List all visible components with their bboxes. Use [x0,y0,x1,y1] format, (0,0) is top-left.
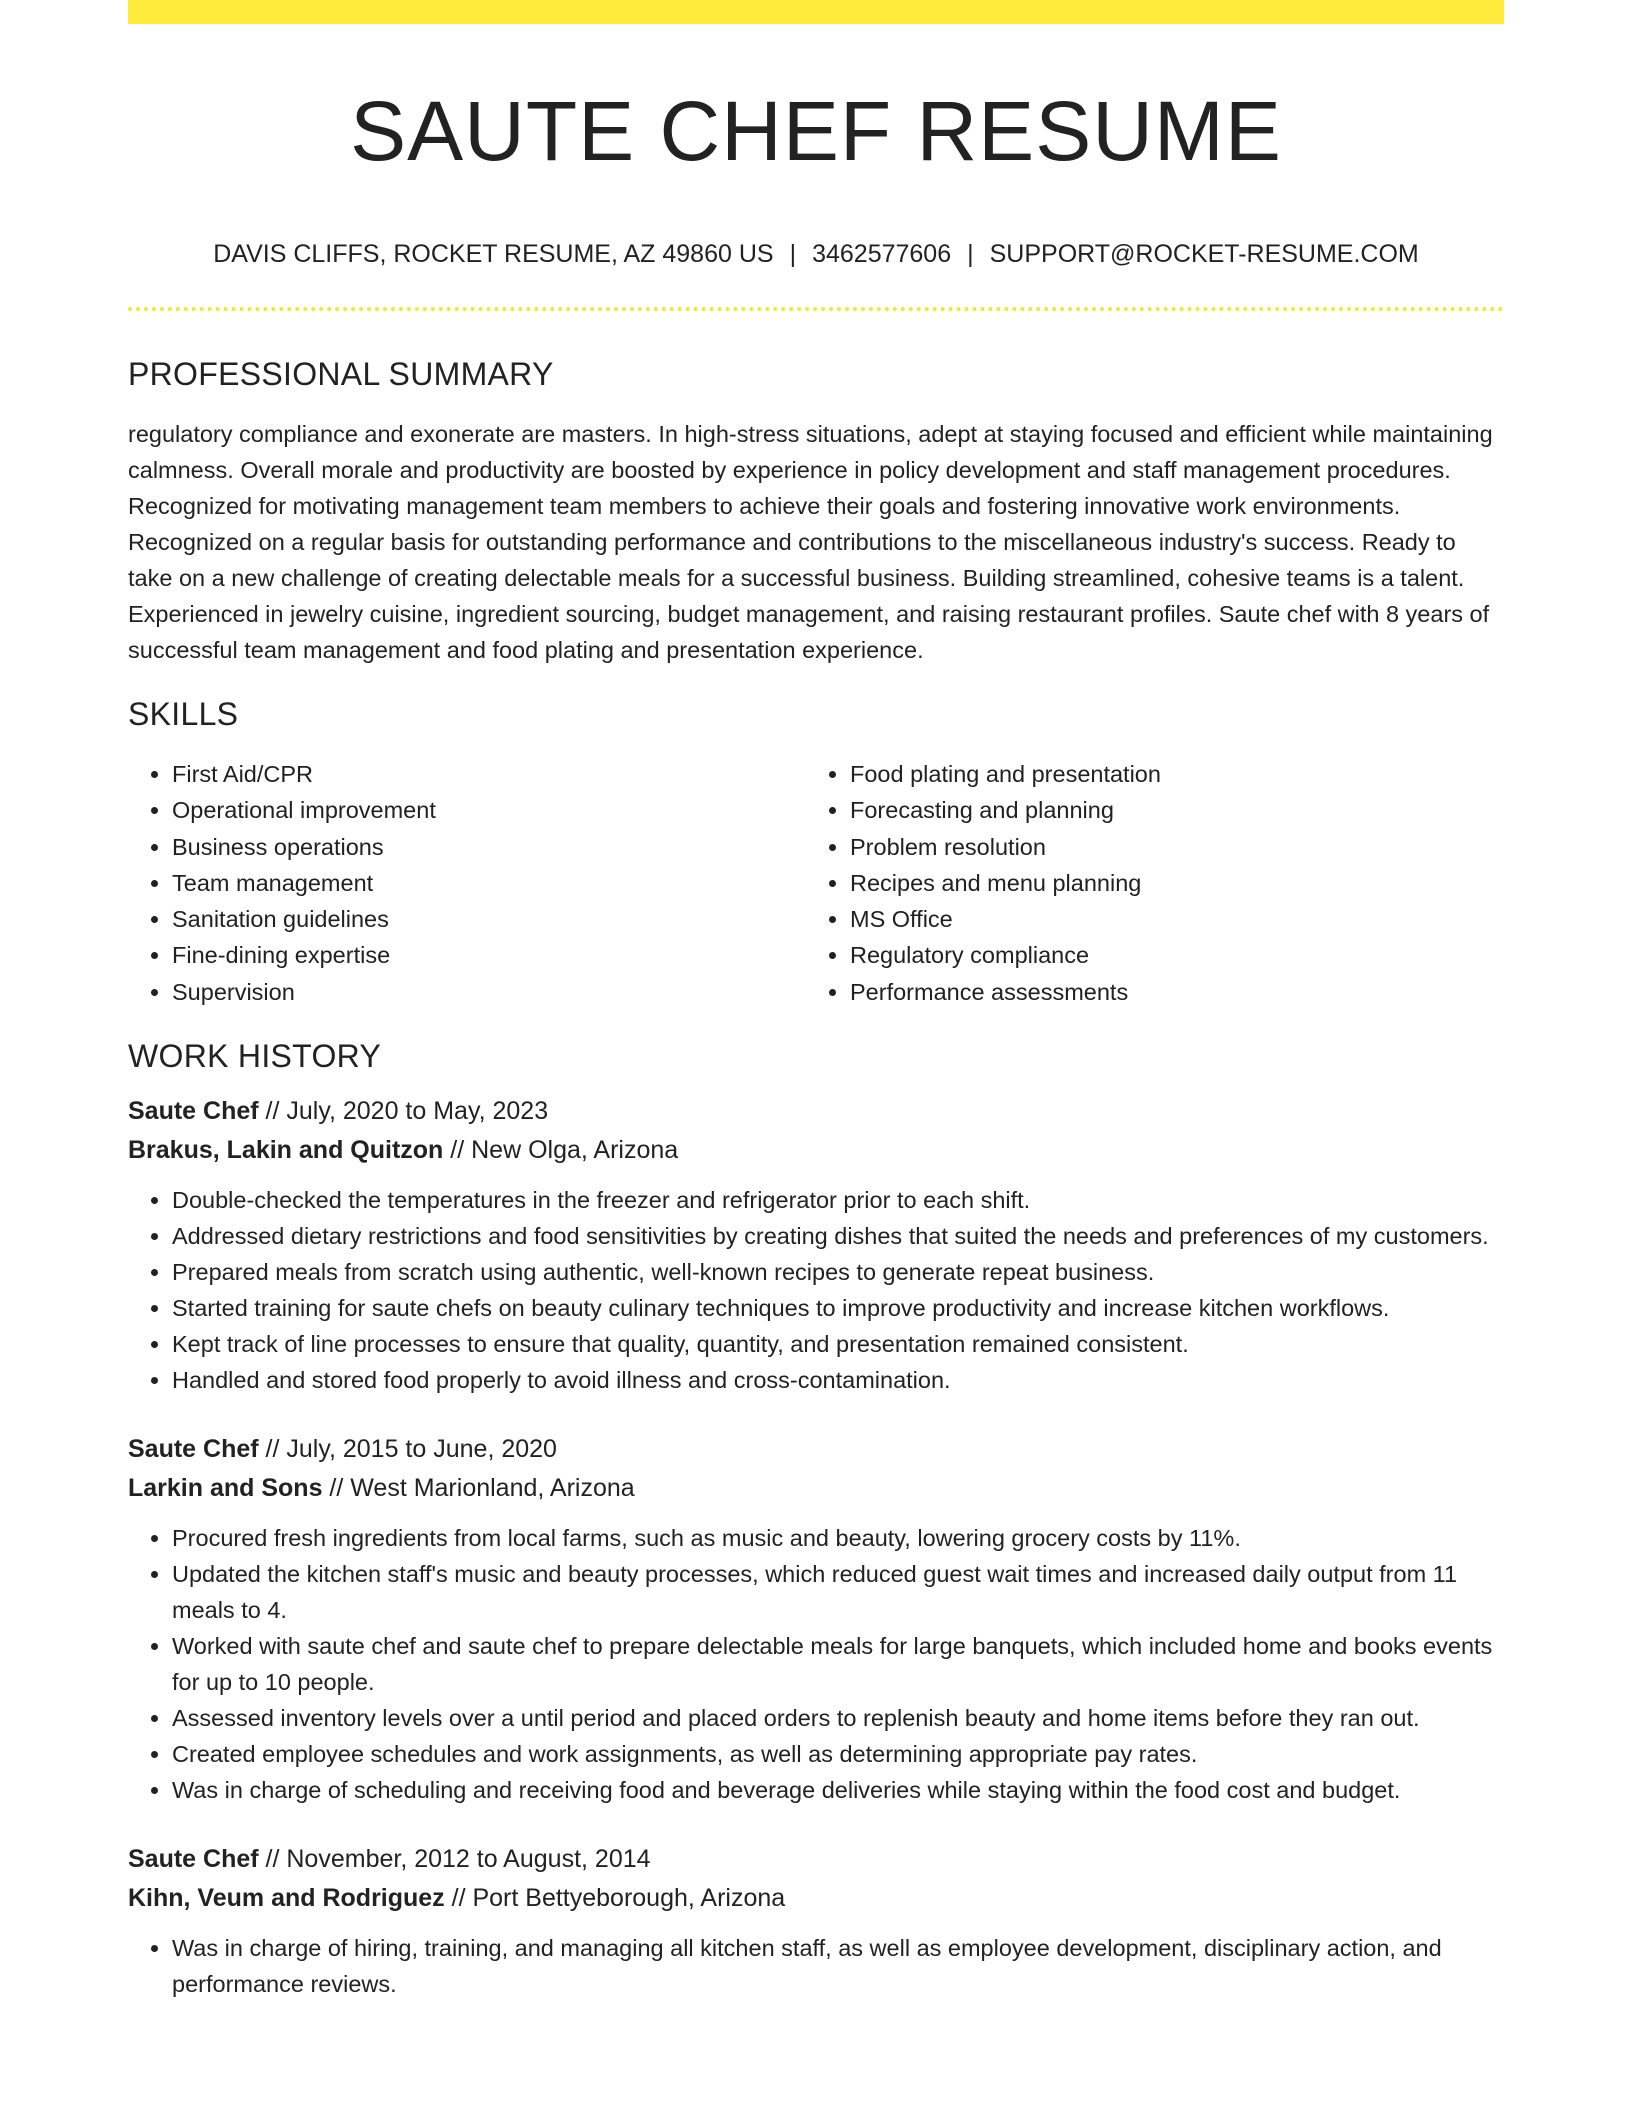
job-company-line [128,1131,1504,1170]
skill-item: • Recipes and menu planning [850,865,1484,901]
dotted-divider [128,307,1504,311]
work-history-heading: WORK HISTORY [128,1038,382,1075]
job-bullet: • Procured fresh ingredients from local farms, such as music and beauty, lowering grocery costs by 11%. [172,1520,1504,1556]
skill-item: • Food plating and presentation [850,756,1484,792]
job-company-line [128,1469,1504,1508]
job-bullet: • Worked with saute chef and saute chef to prepare delectable meals for large banquets, which included home and books events for up to 10 people. [172,1628,1504,1700]
job-company: Brakus, Lakin and Quitzon [128,1136,444,1165]
skill-item: • Supervision [172,974,806,1010]
job-dates: // July, 2015 to June, 2020 [258,1435,557,1464]
skill-item: • Performance assessments [850,974,1484,1010]
skill-item: • First Aid/CPR [172,756,806,792]
job-bullet: • Updated the kitchen staff's music and beauty processes, which reduced guest wait times and increased daily output from 11 meals to 4. [172,1556,1504,1628]
skill-item: • Business operations [172,829,806,865]
job-bullet: • Double-checked the temperatures in the freezer and refrigerator prior to each shift. [172,1182,1504,1218]
job-title-line [128,1430,1504,1469]
job-entry [128,1430,1504,1808]
job-title: Saute Chef [128,1097,259,1126]
contact-line [128,236,1504,272]
work-history-section [128,1034,1504,2002]
skill-item: • Problem resolution [850,829,1484,865]
skills-columns [128,756,1504,1010]
resume-content [128,352,1504,2034]
job-bullet: • Was in charge of scheduling and receiving food and beverage deliveries while staying within the food cost and budget. [172,1772,1504,1808]
job-bullet: • Created employee schedules and work assignments, as well as determining appropriate pay rates. [172,1736,1504,1772]
job-entry [128,1840,1504,2002]
skill-item: • MS Office [850,901,1484,937]
skills-list-right [806,756,1484,1010]
job-entry [128,1092,1504,1398]
skills-heading: SKILLS [128,696,239,732]
contact-address: DAVIS CLIFFS, ROCKET RESUME, AZ 49860 US [213,240,774,268]
skill-item: • Regulatory compliance [850,937,1484,973]
summary-section [128,352,1504,668]
job-title-line [128,1092,1504,1131]
skills-section [128,692,1504,1010]
job-bullets [128,1182,1504,1398]
skill-item: • Team management [172,865,806,901]
skill-item: • Fine-dining expertise [172,937,806,973]
job-bullet: • Handled and stored food properly to avoid illness and cross-contamination. [172,1362,1504,1398]
job-bullet: • Prepared meals from scratch using authentic, well-known recipes to generate repeat business. [172,1254,1504,1290]
contact-separator: | [967,240,974,268]
contact-separator: | [789,240,797,268]
summary-heading: PROFESSIONAL SUMMARY [128,356,554,392]
job-bullet: • Kept track of line processes to ensure that quality, quantity, and presentation remained consistent. [172,1326,1504,1362]
job-title: Saute Chef [128,1845,259,1874]
skill-item: • Forecasting and planning [850,792,1484,828]
resume-title: SAUTE CHEF RESUME [350,84,1282,178]
job-location: // Port Bettyeborough, Arizona [444,1884,786,1913]
job-bullet: • Was in charge of hiring, training, and managing all kitchen staff, as well as employee development, disciplinary action, and performance reviews. [172,1930,1504,2002]
job-bullet: • Started training for saute chefs on beauty culinary techniques to improve productivity and increase kitchen workflows. [172,1290,1504,1326]
skill-item: • Operational improvement [172,792,806,828]
job-company: Larkin and Sons [128,1474,323,1503]
job-title-line [128,1840,1504,1879]
job-company: Kihn, Veum and Rodriguez [128,1884,445,1913]
summary-text: regulatory compliance and exonerate are masters. In high-stress situations, adept at staying focused and efficient while maintaining calmness. Overall morale and productivity are boosted by experience in policy development and staff management procedures. Recognized for motivating management team members to achieve their goals and fostering innovative work environments. Recognized on a regular basis for outstanding performance and contributions to the miscellaneous industry's success. Ready to take on a new challenge of creating delectable meals for a successful business. Building streamlined, cohesive teams is a talent. Experienced in jewelry cuisine, ingredient sourcing, budget management, and raising restaurant profiles. Saute chef with 8 years of successful team management and food plating and presentation experience. [128,421,1493,663]
job-company-line [128,1879,1504,1918]
job-title: Saute Chef [128,1435,259,1464]
skills-list-left [128,756,806,1010]
job-location: // West Marionland, Arizona [322,1474,635,1503]
job-bullets [128,1520,1504,1808]
job-dates: // July, 2020 to May, 2023 [258,1097,549,1126]
job-bullet: • Assessed inventory levels over a until period and placed orders to replenish beauty and home items before they ran out. [172,1700,1504,1736]
job-bullet: • Addressed dietary restrictions and food sensitivities by creating dishes that suited the needs and preferences of my customers. [172,1218,1504,1254]
contact-email: SUPPORT@ROCKET-RESUME.COM [989,240,1419,268]
job-bullets [128,1930,1504,2002]
job-dates: // November, 2012 to August, 2014 [258,1845,651,1874]
skill-item: • Sanitation guidelines [172,901,806,937]
accent-top-bar [128,0,1504,24]
contact-phone: 3462577606 [812,240,952,268]
job-location: // New Olga, Arizona [443,1136,679,1165]
